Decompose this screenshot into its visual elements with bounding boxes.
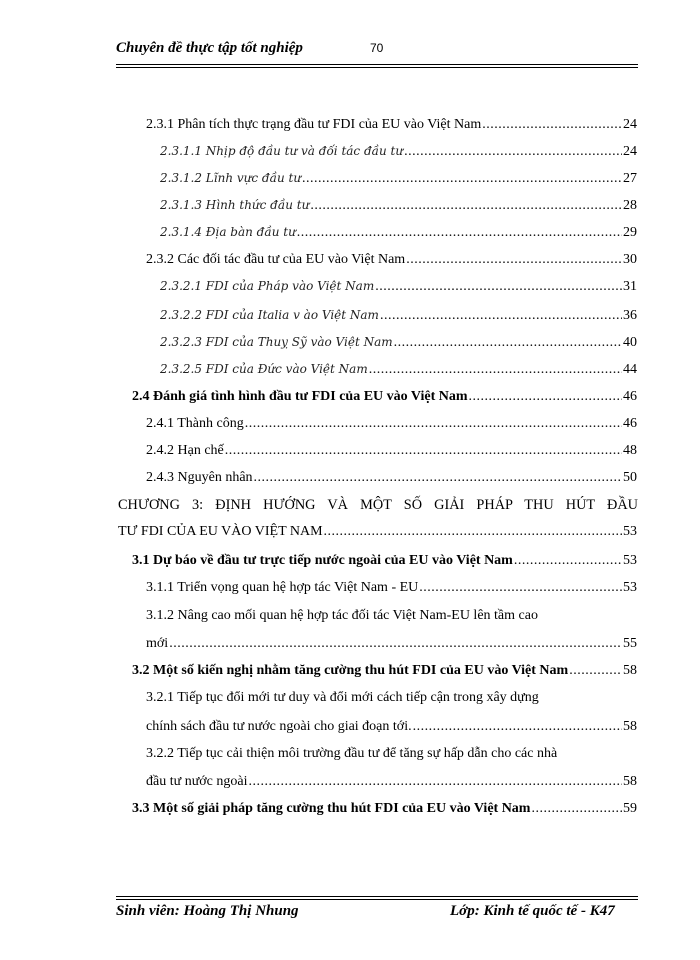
toc-entry-label: 2.3.2.1 FDI của Pháp vào Việt Nam <box>160 279 375 293</box>
toc-entry-label: 2.3.1 Phân tích thực trạng đầu tư FDI của EU vào Việt Nam <box>146 117 482 132</box>
toc-page: 53 <box>623 580 637 595</box>
toc-entry-label: 2.3.2.3 FDI của Thuỵ Sỹ vào Việt Nam <box>160 335 393 349</box>
footer-rule-thin <box>116 899 638 900</box>
toc-entry-label: 2.3.1.2 Lĩnh vực đầu tư <box>160 171 302 185</box>
toc-page: 58 <box>623 663 637 678</box>
toc-entry[interactable] <box>160 171 637 191</box>
toc-entry-label: 2.3.2.2 FDI của Italia v ào Việt Nam <box>160 308 379 322</box>
toc-leader <box>514 553 622 569</box>
toc-leader <box>249 774 623 790</box>
toc-page: 29 <box>623 225 637 240</box>
chapter-heading[interactable]: CHƯƠNG 3: ĐỊNH HƯỚNG VÀ MỘT SỐ GIẢI PHÁP THU HÚT ĐẦU <box>118 497 638 513</box>
toc-leader <box>394 335 622 351</box>
toc-entry-label: 2.4.1 Thành công <box>146 416 244 431</box>
toc-entry[interactable] <box>132 801 637 821</box>
toc-page: 48 <box>623 443 637 458</box>
toc-entry-label: 2.3.2 Các đối tác đầu tư của EU vào Việt Nam <box>146 252 406 267</box>
toc-entry[interactable] <box>146 636 637 656</box>
toc-entry-label: 3.1.1 Triển vọng quan hệ hợp tác Việt Nam - EU <box>146 580 419 595</box>
toc-entry[interactable] <box>160 335 637 355</box>
toc-page: 46 <box>623 389 637 404</box>
toc-entry[interactable] <box>146 117 637 137</box>
toc-leader <box>254 470 622 486</box>
toc-entry-label: 2.3.1.3 Hình thức đầu tư <box>160 198 310 212</box>
toc-leader <box>482 117 622 133</box>
toc-entry-line[interactable]: 3.2.1 Tiếp tục đổi mới tư duy và đổi mới cách tiếp cận trong xây dựng <box>146 690 539 705</box>
toc-entry[interactable] <box>132 389 637 409</box>
toc-page: 50 <box>623 470 637 485</box>
toc-entry[interactable] <box>160 279 637 299</box>
toc-leader <box>297 225 622 241</box>
toc-leader <box>225 443 622 459</box>
toc-page: 30 <box>623 252 637 267</box>
toc-leader <box>404 144 622 160</box>
toc-entry-label: 2.4.2 Hạn chế <box>146 443 224 458</box>
toc-leader <box>413 719 622 735</box>
toc-leader <box>406 252 622 268</box>
toc-entry-label: 2.3.2.5 FDI của Đức vào Việt Nam <box>160 362 368 376</box>
toc-page: 36 <box>623 308 637 323</box>
toc-page: 28 <box>623 198 637 213</box>
toc-leader <box>419 580 622 596</box>
toc-entry[interactable] <box>146 719 637 739</box>
toc-page: 58 <box>623 719 637 734</box>
toc-entry[interactable] <box>146 774 637 794</box>
toc-entry-label: đầu tư nước ngoài <box>146 774 248 789</box>
toc-page: 55 <box>623 636 637 651</box>
toc-entry-label: 3.3 Một số giải pháp tăng cường thu hút FDI của EU vào Việt Nam <box>132 801 531 816</box>
footer-rule <box>116 896 638 897</box>
toc-page: 24 <box>623 144 637 159</box>
toc-leader <box>310 198 622 214</box>
toc-entry[interactable] <box>132 553 637 573</box>
toc-entry[interactable] <box>160 198 637 218</box>
toc-page: 53 <box>623 553 637 568</box>
toc-entry[interactable] <box>118 524 637 544</box>
toc-entry-label: mới <box>146 636 169 651</box>
toc-leader <box>169 636 622 652</box>
toc-entry[interactable] <box>146 580 637 600</box>
toc-leader <box>324 524 622 540</box>
toc-entry[interactable] <box>146 252 637 272</box>
toc-entry-label: 2.3.1.4 Địa bàn đầu tư <box>160 225 296 239</box>
toc-entry[interactable] <box>146 416 637 436</box>
toc-entry[interactable] <box>160 362 637 382</box>
document-title: Chuyên đề thực tập tốt nghiệp <box>116 40 303 56</box>
toc-entry-label: TƯ FDI CỦA EU VÀO VIỆT NAM <box>118 524 323 539</box>
toc-entry[interactable] <box>160 308 637 328</box>
toc-entry-line[interactable]: 3.2.2 Tiếp tục cải thiện môi trường đầu tư để tăng sự hấp dẫn cho các nhà <box>146 746 558 761</box>
toc-page: 31 <box>623 279 637 294</box>
toc-entry[interactable] <box>160 144 637 164</box>
toc-entry[interactable] <box>132 663 637 683</box>
toc-leader <box>380 308 622 324</box>
footer-class: Lớp: Kinh tế quốc tế - K47 <box>450 903 615 919</box>
toc-entry[interactable] <box>146 443 637 463</box>
toc-leader <box>469 389 622 405</box>
toc-entry-label: 2.3.1.1 Nhịp độ đầu tư và đối tác đầu tư <box>160 144 404 158</box>
toc-entry-label: 3.2 Một số kiến nghị nhằm tăng cường thu hút FDI của EU vào Việt Nam <box>132 663 569 678</box>
toc-page: 58 <box>623 774 637 789</box>
toc-entry-label: 2.4.3 Nguyên nhân <box>146 470 253 485</box>
toc-leader <box>569 663 622 679</box>
page-number: 70 <box>370 41 384 55</box>
toc-page: 46 <box>623 416 637 431</box>
toc-leader <box>302 171 622 187</box>
toc-page: 24 <box>623 117 637 132</box>
footer-student: Sinh viên: Hoàng Thị Nhung <box>116 903 299 919</box>
toc-page: 53 <box>623 524 637 539</box>
toc-page: 59 <box>623 801 637 816</box>
toc-leader <box>369 362 622 378</box>
toc-page: 40 <box>623 335 637 350</box>
toc-page: 44 <box>623 362 637 377</box>
toc-entry-line[interactable]: 3.1.2 Nâng cao mối quan hệ hợp tác đối tác Việt Nam-EU lên tầm cao <box>146 608 538 623</box>
toc-leader <box>531 801 622 817</box>
toc-entry-label: chính sách đầu tư nước ngoài cho giai đoạn tới. <box>146 719 412 734</box>
toc-leader <box>245 416 622 432</box>
toc-entry[interactable] <box>146 470 637 490</box>
toc-entry-label: 3.1 Dự báo về đầu tư trực tiếp nước ngoài của EU vào Việt Nam <box>132 553 513 568</box>
toc-page: 27 <box>623 171 637 186</box>
toc-entry-label: 2.4 Đánh giá tình hình đầu tư FDI của EU vào Việt Nam <box>132 389 468 404</box>
toc-entry[interactable] <box>160 225 637 245</box>
toc-leader <box>375 279 622 295</box>
